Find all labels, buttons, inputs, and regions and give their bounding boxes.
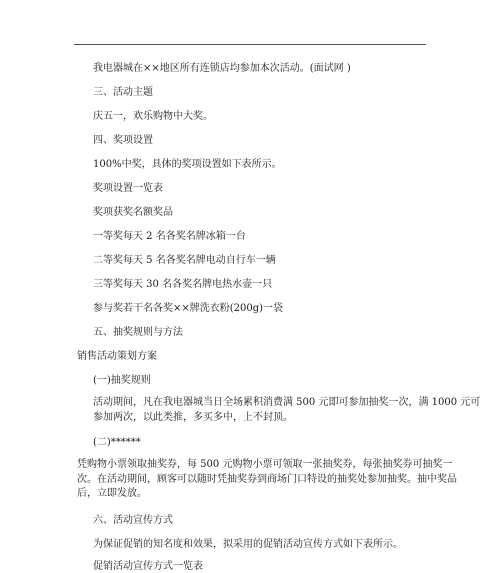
section-heading-prizes: 四、奖项设置 (93, 135, 153, 146)
method-paragraph: 凭购物小票领取抽奖券，每 500 元购物小票可领取一张抽奖券，每张抽奖券可抽奖一 次。在活动期间，顾客可以随时凭抽奖券到商场门口特设的抽奖处参加抽奖。抽中奖品 后，立即发放。 (77, 459, 457, 499)
section-heading-promo: 六、活动宣传方式 (93, 515, 173, 526)
subheading-method: (二)****** (93, 437, 141, 448)
prize-row-participation: 参与奖若干名各奖××牌洗衣粉(200g)一袋 (93, 303, 284, 314)
prize-row-second: 二等奖每天 5 名各奖名牌电动自行车一辆 (93, 255, 276, 266)
subheading-rules: (一)抽奖规则 (93, 375, 151, 386)
prize-row-first: 一等奖每天 2 名各奖名牌冰箱一台 (93, 231, 246, 242)
plan-title: 销售活动策划方案 (77, 351, 157, 362)
header-rule (74, 44, 426, 45)
rules-paragraph: 活动期间，凡在我电器城当日全场累积消费满 500 元即可参加抽奖一次，满 1000 元可 参加两次，以此类推，多买多中，上不封顶。 (93, 397, 481, 423)
intro-line: 我电器城在××地区所有连锁店均参加本次活动。(面试网 ) (93, 63, 351, 74)
prize-intro: 100%中奖，具体的奖项设置如下表所示。 (93, 159, 282, 170)
section-heading-rules: 五、抽奖规则与方法 (93, 327, 183, 338)
section-heading-theme: 三、活动主题 (93, 87, 153, 98)
promo-text: 为保证促销的知名度和效果，拟采用的促销活动宣传方式如下表所示。 (93, 539, 403, 550)
prize-table-header: 奖项获奖名额奖品 (93, 207, 173, 218)
prize-table-title: 奖项设置一览表 (93, 183, 163, 194)
theme-text: 庆五一，欢乐购物中大奖。 (93, 111, 213, 122)
promo-table-title: 促销活动宣传方式一览表 (93, 561, 203, 572)
prize-row-third: 三等奖每天 30 名各奖名牌电热水壶一只 (93, 279, 273, 290)
